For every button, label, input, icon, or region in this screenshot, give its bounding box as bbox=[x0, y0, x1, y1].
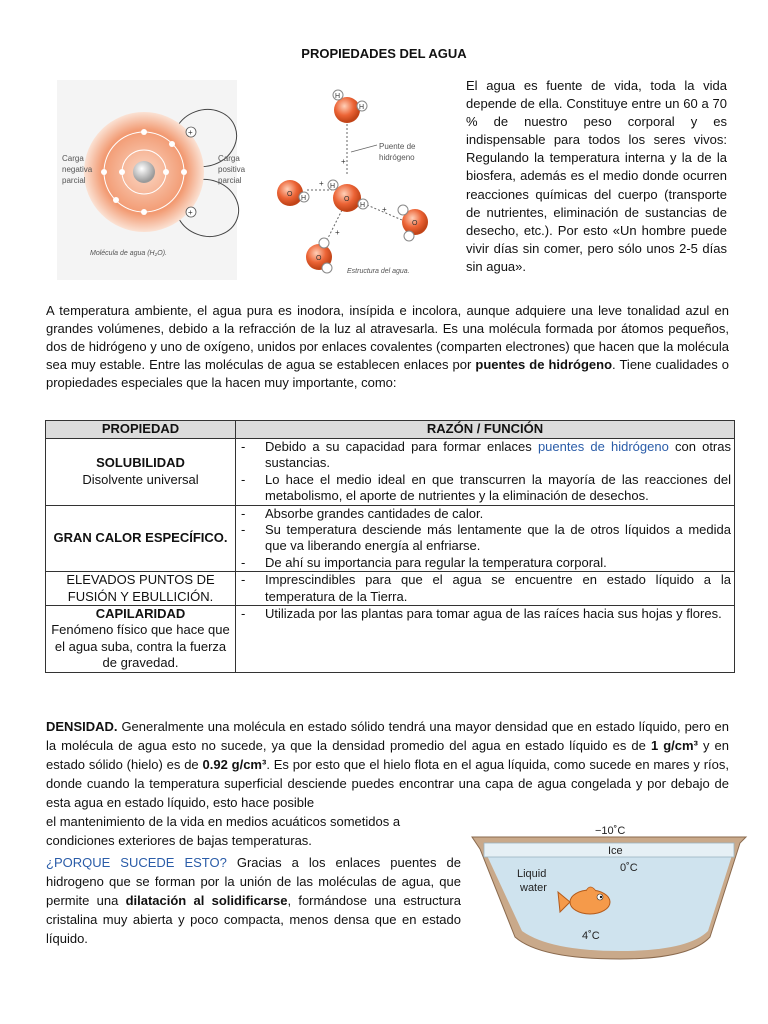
hydrogen-label: H bbox=[335, 93, 341, 100]
property-cell: ELEVADOS PUNTOS DE FUSIÓN Y EBULLICIÓN. bbox=[46, 572, 236, 606]
bold-term: puentes de hidrógeno bbox=[475, 357, 613, 373]
oxygen-label: O bbox=[412, 220, 418, 227]
list-item: - Imprescindibles para que el agua se encuentre en estado líquido a la temperatura de la Tierra. bbox=[239, 572, 731, 605]
label-positiva: positiva bbox=[218, 165, 246, 174]
label-carga: Carga bbox=[218, 154, 240, 163]
property-cell: GRAN CALOR ESPECÍFICO. bbox=[46, 505, 236, 572]
label-parcial: parcial bbox=[218, 176, 242, 185]
reason-cell bbox=[236, 606, 735, 673]
plus-sign: + bbox=[319, 179, 324, 188]
list-item: - Absorbe grandes cantidades de calor. bbox=[239, 506, 731, 522]
temp-middle: 0˚C bbox=[620, 862, 638, 874]
header-propiedad: PROPIEDAD bbox=[46, 421, 236, 439]
reason-cell bbox=[236, 505, 735, 572]
bridge-label: Puente de bbox=[379, 142, 416, 151]
hydrogen-label: H bbox=[360, 202, 366, 209]
plus-sign: + bbox=[341, 157, 346, 166]
why-question: ¿PORQUE SUCEDE ESTO? bbox=[46, 855, 227, 870]
label-carga: Carga bbox=[62, 154, 84, 163]
why-paragraph: ¿PORQUE SUCEDE ESTO? Gracias a los enlaces puentes de hidrogeno que se forman por la unión de las moléculas de agua, que permite una dilatación al solidificarse, formándose una estructura cristalina muy abierta y poco compacta, menos densa que en estado líquido. bbox=[46, 855, 461, 946]
list-item: - Utilizada por las plantas para tomar agua de las raíces hacia sus hojas y flores. bbox=[239, 606, 731, 622]
table-row bbox=[46, 606, 735, 673]
temp-bottom: 4˚C bbox=[582, 930, 600, 942]
label-negativa: negativa bbox=[62, 165, 93, 174]
temp-top: −10˚C bbox=[595, 825, 626, 837]
property-cell: CAPILARIDAD Fenómeno físico que hace que el agua suba, contra la fuerza de gravedad. bbox=[46, 606, 236, 673]
plus-sign: + bbox=[188, 128, 193, 137]
list-item: - Debido a su capacidad para formar enlaces puentes de hidrógeno con otras sustancias. bbox=[239, 439, 731, 472]
density-paragraph: DENSIDAD. Generalmente una molécula en estado sólido tendrá una mayor densidad que en estado líquido, pero en la molécula de agua esto no sucede, ya que la densidad promedio del agua en estado líquido es de 1 g/cm³ y en estado sólido (hielo) es de 0.92 g/cm³. Es por esto que el hielo flota en el agua líquida, como sucede en mares y ríos, donde cuando la temperatura superficial desciende puedes encontrar una capa de agua congelada y por debajo de esta agua en estado líquido, esto hace posible el mantenimiento de la vida en medios acuáticos sometidos a condiciones exteriores de bajas temperaturas. bbox=[46, 719, 729, 848]
water-molecule-figure bbox=[57, 80, 441, 280]
ice-lake-figure bbox=[470, 819, 748, 962]
oxygen-label: O bbox=[287, 191, 293, 198]
table-row bbox=[46, 505, 735, 572]
plus-sign: + bbox=[382, 205, 387, 214]
density-solid-value: 0.92 g/cm³ bbox=[202, 757, 267, 772]
bold-term: dilatación al solidificarse bbox=[125, 893, 288, 908]
table-row bbox=[46, 439, 735, 506]
header-razon: RAZÓN / FUNCIÓN bbox=[236, 421, 735, 439]
list-item: - Su temperatura desciende más lentamente que la de otros líquidos a medida que va liberando energía al enfriarse. bbox=[239, 522, 731, 555]
properties-table bbox=[45, 420, 735, 673]
density-liquid-value: 1 g/cm³ bbox=[650, 738, 698, 753]
ice-label: Ice bbox=[608, 845, 623, 857]
hydrogen-label: H bbox=[330, 183, 336, 190]
oxygen-label: O bbox=[344, 196, 350, 203]
structure-caption: Estructura del agua. bbox=[347, 268, 410, 275]
intro-paragraph: El agua es fuente de vida, toda la vida depende de ella. Constituye entre un 60 a 70 % de nuestro peso corporal y es indispensable para todos los seres vivos: Regulando la temperatura interna y la de la biosfera, además es el medio donde ocurren reacciones químicas del cuerpo (transporte de nutrientes, eliminación de sustancias de desecho, etc.). Por esto «Un hombre puede vivir días sin comer, pero sólo unos 2-5 días sin agua». bbox=[466, 78, 727, 274]
property-cell: SOLUBILIDAD Disolvente universal bbox=[46, 439, 236, 506]
reason-cell bbox=[236, 572, 735, 606]
hydrogen-label: H bbox=[301, 195, 307, 202]
plus-sign: + bbox=[188, 208, 193, 217]
density-label: DENSIDAD. bbox=[46, 719, 118, 734]
liquid-label: Liquid bbox=[517, 868, 547, 880]
table-header-row bbox=[46, 421, 735, 439]
water-label: water bbox=[520, 882, 547, 894]
molecule-caption: Molécula de agua (H₂O). bbox=[90, 250, 167, 257]
body-paragraph: A temperatura ambiente, el agua pura es inodora, insípida e incolora, aunque adquiere una leve tonalidad azul en grandes volúmenes, debido a la refracción de la luz al atravesarla. Es una molécula formada por átomos pequeños, dos de hidrógeno y uno de oxígeno, unidos por enlaces covalentes (comparten electrones) que hacen que la molécula sea muy estable. Entre las moléculas de agua se establecen enlaces por puentes de hidrógeno. Tiene cualidades o propiedades especiales que la hacen muy importante, como: bbox=[46, 303, 729, 391]
ice-lake-illustration bbox=[470, 819, 748, 962]
molecule-illustration bbox=[57, 80, 441, 280]
oxygen-label: O bbox=[316, 255, 322, 262]
hydrogen-bridge-link[interactable]: puentes de hidrógeno bbox=[537, 439, 669, 454]
list-item: - De ahí su importancia para regular la temperatura corporal. bbox=[239, 555, 731, 571]
list-item: - Lo hace el medio ideal en que transcurren la mayoría de las reacciones del metabolismo, el aporte de nutrientes y la eliminación de desechos. bbox=[239, 472, 731, 505]
plus-sign: + bbox=[335, 228, 340, 237]
reason-cell bbox=[236, 439, 735, 506]
page-title: PROPIEDADES DEL AGUA bbox=[301, 46, 467, 61]
bridge-label: hidrógeno bbox=[379, 153, 415, 162]
label-parcial: parcial bbox=[62, 176, 86, 185]
table-row bbox=[46, 572, 735, 606]
hydrogen-label: H bbox=[359, 104, 365, 111]
